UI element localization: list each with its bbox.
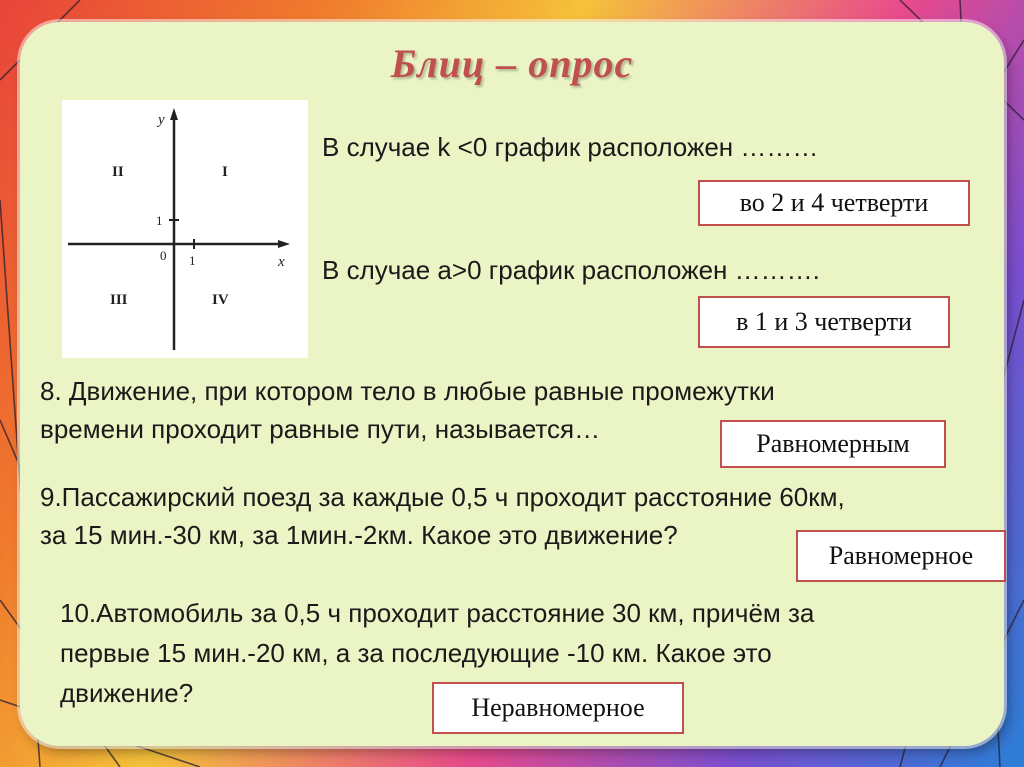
quadrant-label-2: II — [112, 164, 124, 180]
quadrant-label-4: IV — [212, 292, 229, 308]
answer-6-box: во 2 и 4 четверти — [698, 180, 970, 226]
question-10-line-2: первые 15 мин.-20 км, а за последующие -10 км. Какое это — [60, 638, 772, 668]
x-tick-label: 1 — [189, 253, 196, 268]
coordinate-plane-diagram — [62, 100, 308, 358]
question-8-line-2: времени проходит равные пути, называется… — [40, 414, 601, 444]
question-7: В случае a>0 график расположен ………. — [322, 255, 820, 285]
slide-title: Блиц – опрос — [390, 41, 634, 86]
answer-9-box: Равномерное — [796, 530, 1006, 582]
question-6: В случае k <0 график расположен ……… — [322, 132, 819, 162]
x-axis-label: x — [278, 254, 285, 270]
question-10-line-1: 10.Автомобиль за 0,5 ч проходит расстояние 30 км, причём за — [60, 598, 815, 628]
quadrant-label-1: I — [222, 164, 228, 180]
question-10-line-3: движение? — [60, 678, 194, 708]
question-9-line-2: за 15 мин.-30 км, за 1мин.-2км. Какое это движение? — [40, 520, 678, 550]
question-8-line-1: 8. Движение, при котором тело в любые равные промежутки — [40, 376, 775, 406]
origin-label: 0 — [160, 248, 167, 263]
y-axis-label: y — [158, 112, 165, 128]
question-9-line-1: 9.Пассажирский поезд за каждые 0,5 ч проходит расстояние 60км, — [40, 482, 845, 512]
answer-8-box: Равномерным — [720, 420, 946, 468]
answer-10-box: Неравномерное — [432, 682, 684, 734]
quadrant-label-3: III — [110, 292, 128, 308]
y-tick-label: 1 — [156, 213, 163, 228]
answer-7-box: в 1 и 3 четверти — [698, 296, 950, 348]
